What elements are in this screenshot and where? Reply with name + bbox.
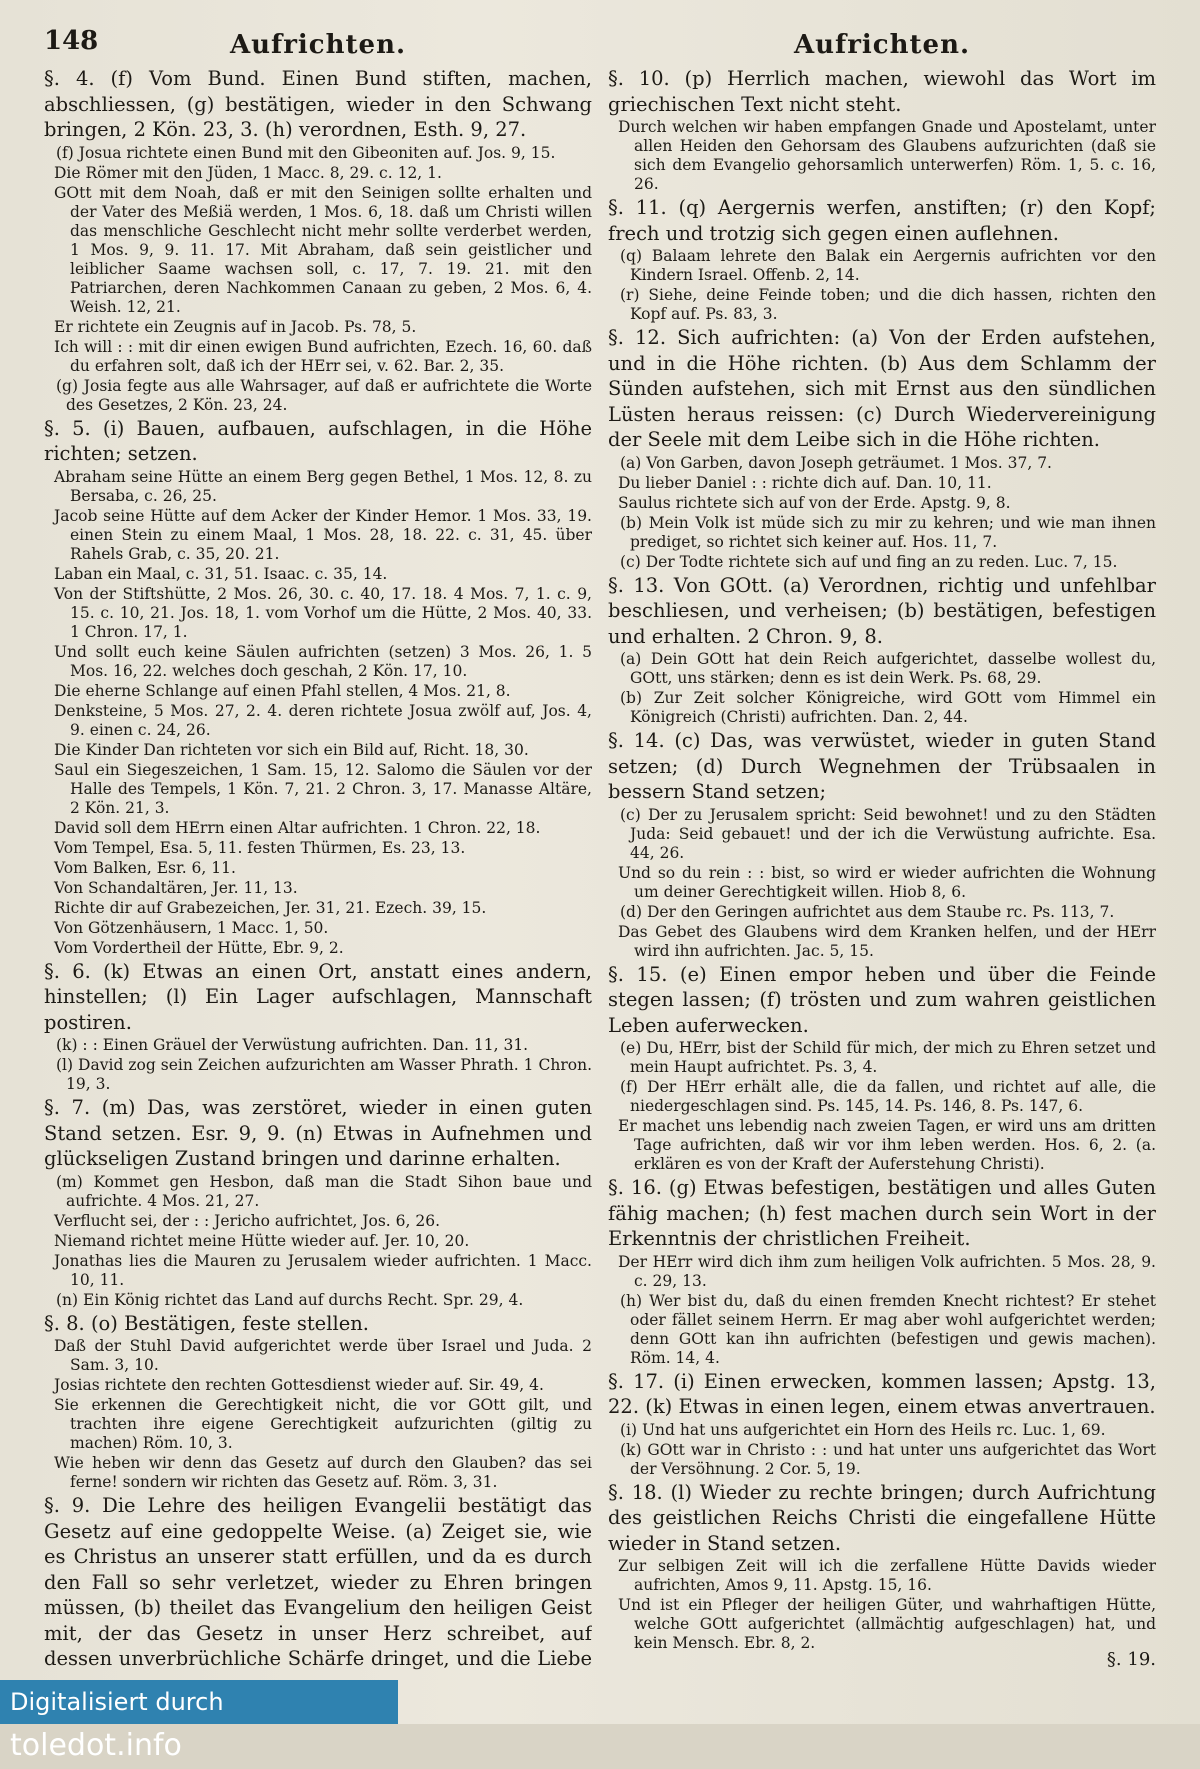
scripture-quote: Daß der Stuhl David aufgerichtet werde über Israel und Juda. 2 Sam. 3, 10. <box>54 1337 592 1374</box>
section-paragraph: §. 17. (i) Einen erwecken, kommen lassen; Apstg. 13, 22. (k) Etwas in einen legen, einem etwas anvertrauen. <box>608 1369 1156 1418</box>
scripture-quote: Durch welchen wir haben empfangen Gnade und Apostelamt, unter allen Heiden den Gehorsam des Glaubens aufzurichten (daß sie sich dem Evangelio gehorsamlich unterwerfen) Röm. 1, 5. c. 16, 26. <box>618 118 1156 193</box>
scripture-quote: Vom Balken, Esr. 6, 11. <box>54 858 236 877</box>
scripture-quote: Der HErr wird dich ihm zum heiligen Volk aufrichten. 5 Mos. 28, 9. c. 29, 13. <box>618 1252 1156 1290</box>
section-paragraph: §. 10. (p) Herrlich machen, wiewohl das Wort im griechischen Text nicht steht. <box>608 67 1156 116</box>
footnote-entry: (c) Der zu Jerusalem spricht: Seid bewohnet! und zu den Städten Juda: Seid gebauet! und der ich die Verwüstung aufrichte. Esa. 44, 26. <box>620 805 1156 862</box>
scripture-quote: Von Schandaltären, Jer. 11, 13. <box>54 878 298 897</box>
scripture-quote: Und sollt euch keine Säulen aufrichten (setzen) 3 Mos. 26, 1. 5 Mos. 16, 22. welches doch geschah, 2 Kön. 17, 10. <box>54 642 592 680</box>
running-head-right: Aufrichten. <box>793 30 971 60</box>
scripture-quote: Jonathas lies die Mauren zu Jerusalem wieder aufrichten. 1 Macc. 10, 11. <box>54 1251 592 1289</box>
scripture-quote: Er richtete ein Zeugnis auf in Jacob. Ps. 78, 5. <box>54 317 417 336</box>
scripture-quote: Zur selbigen Zeit will ich die zerfallene Hütte Davids wieder aufrichten, Amos 9, 11. Apstg. 15, 16. <box>618 1557 1156 1594</box>
section-paragraph: §. 18. (l) Wieder zu rechte bringen; durch Aufrichtung des geistlichen Reichs Christi die eingefallene Hütte wieder in Stand setzen. <box>608 1480 1156 1555</box>
section-paragraph: §. 16. (g) Etwas befestigen, bestätigen und alles Guten fähig machen; (h) fest machen durch sein Wort in der Erkenntnis der christlichen Freiheit. <box>608 1176 1156 1250</box>
scripture-quote: GOtt mit dem Noah, daß er mit den Seinigen sollte erhalten und der Vater des Meßiä werden, 1 Mos. 6, 18. daß um Christi willen das menschliche Geschlecht nicht mehr sollte verderbet werden, 1 Mos. 9, 9. 11. 17. Mit Abraham, daß sein geistlicher und leiblicher Saame wachsen soll, c. 17, 7. 19. 21. mit den Patriarchen, deren Nachkommen Canaan zu geben, 2 Mos. 6, 4. Weish. 12, 21. <box>54 183 592 316</box>
footnote-entry: (c) Der Todte richtete sich auf und fing an zu reden. Luc. 7, 15. <box>620 552 1118 571</box>
scripture-quote: Er machet uns lebendig nach zweien Tagen, er wird uns am dritten Tage aufrichten, daß wir vor ihm leben werden. Hos. 6, 2. (a. erklären es von der Kraft der Auferstehung Christi). <box>618 1117 1156 1173</box>
scripture-quote: Und so du rein : : bist, so wird er wieder aufrichten die Wohnung um deiner Gerechtigkeit willen. Hiob 8, 6. <box>618 863 1156 901</box>
scripture-quote: Vom Tempel, Esa. 5, 11. festen Thürmen, Es. 23, 13. <box>54 838 466 857</box>
scripture-quote: Vom Vordertheil der Hütte, Ebr. 9, 2. <box>54 938 344 957</box>
footnote-entry: (n) Ein König richtet das Land auf durchs Recht. Spr. 29, 4. <box>56 1290 524 1309</box>
scripture-quote: Die eherne Schlange auf einen Pfahl stellen, 4 Mos. 21, 8. <box>54 681 511 700</box>
section-paragraph: §. 12. Sich aufrichten: (a) Von der Erden aufstehen, und in die Höhe richten. (b) Aus dem Schlamm der Sünden aufstehen, sich mit Ernst aus den sündlichen Lüsten heraus reissen: (c) Durch Wiedervereinigung der Seele mit dem Leibe sich in die Höhe richten. <box>608 326 1156 451</box>
footnote-entry: (k) GOtt war in Christo : : und hat unter uns aufgerichtet das Wort der Versöhnung. 2 Cor. 5, 19. <box>620 1440 1156 1478</box>
section-paragraph: §. 8. (o) Bestätigen, feste stellen. <box>44 1311 369 1335</box>
scripture-quote: Sie erkennen die Gerechtigkeit nicht, die vor GOtt gilt, und trachten ihre eigene Gerechtigkeit aufzurichten (giltig zu machen) Röm. 10, 3. <box>54 1396 592 1452</box>
section-paragraph: §. 14. (c) Das, was verwüstet, wieder in guten Stand setzen; (d) Durch Wegnehmen der Trübsaalen in bessern Stand setzen; <box>608 729 1156 803</box>
scripture-quote: Saulus richtete sich auf von der Erde. Apstg. 9, 8. <box>618 493 1011 512</box>
scripture-quote: Jacob seine Hütte auf dem Acker der Kinder Hemor. 1 Mos. 33, 19. einen Stein zu einem Maal, 1 Mos. 28, 18. 22. c. 31, 45. über Rahels Grab, c. 35, 20. 21. <box>54 506 592 563</box>
footnote-entry: (e) Du, HErr, bist der Schild für mich, der mich zu Ehren setzet und mein Haupt aufrichtet. Ps. 3, 4. <box>620 1039 1156 1076</box>
page-number: 148 <box>44 26 99 56</box>
scripture-quote: Ich will : : mit dir einen ewigen Bund aufrichten, Ezech. 16, 60. daß du erfahren solt, daß ich der HErr sei, v. 62. Bar. 2, 35. <box>54 337 592 375</box>
scripture-quote: Denksteine, 5 Mos. 27, 2. 4. deren richtete Josua zwölf auf, Jos. 4, 9. einen c. 24, 26. <box>54 701 592 739</box>
footnote-entry: (g) Josia fegte aus alle Wahrsager, auf daß er aufrichtete die Worte des Gesetzes, 2 Kön. 23, 24. <box>56 376 592 414</box>
scripture-quote: Richte dir auf Grabezeichen, Jer. 31, 21. Ezech. 39, 15. <box>54 898 487 917</box>
left-column <box>44 30 592 1670</box>
footnote-entry: (i) Und hat uns aufgerichtet ein Horn des Heils rc. Luc. 1, 69. <box>620 1420 1106 1439</box>
footnote-entry: (b) Mein Volk ist müde sich zu mir zu kehren; und wie man ihnen prediget, so richtet sich keiner auf. Hos. 11, 7. <box>620 513 1156 551</box>
scripture-quote: Verflucht sei, der : : Jericho aufrichtet, Jos. 6, 26. <box>54 1211 441 1230</box>
section-paragraph: §. 11. (q) Aergernis werfen, anstiften; (r) den Kopf; frech und trotzig sich gegen einen auflehnen. <box>608 196 1156 245</box>
footnote-entry: (h) Wer bist du, daß du einen fremden Knecht richtest? Er stehet oder fället seinem Herrn. Er mag aber wohl aufgerichtet werden; denn GOtt kan ihn aufrichten (befestigen und gewis machen). Röm. 14, 4. <box>620 1291 1156 1367</box>
scripture-quote: Niemand richtet meine Hütte wieder auf. Jer. 10, 20. <box>54 1231 470 1250</box>
scripture-quote: Saul ein Siegeszeichen, 1 Sam. 15, 12. Salomo die Säulen vor der Halle des Tempels, 1 Kön. 7, 21. 2 Chron. 3, 17. Manasse Altäre, 2 Kön. 21, 3. <box>54 760 592 817</box>
scripture-quote: Und ist ein Pfleger der heiligen Güter, und wahrhaftigen Hütte, welche GOtt aufgerichtet (allmächtig aufgeschlagen) hat, und kein Mensch. Ebr. 8, 2. <box>618 1596 1156 1652</box>
section-paragraph: §. 13. Von GOtt. (a) Verordnen, richtig und unfehlbar beschliesen, und verheisen; (b) bestätigen, befestigen und erhalten. 2 Chron. 9, 8. <box>608 573 1156 648</box>
scripture-quote: Die Römer mit den Jüden, 1 Macc. 8, 29. c. 12, 1. <box>54 163 442 182</box>
footnote-entry: (f) Josua richtete einen Bund mit den Gibeoniten auf. Jos. 9, 15. <box>56 143 556 162</box>
scripture-quote: Wie heben wir denn das Gesetz auf durch den Glauben? das sei ferne! sondern wir richten das Gesetz auf. Röm. 3, 31. <box>54 1454 592 1491</box>
footnote-entry: (r) Siehe, deine Feinde toben; und die dich hassen, richten den Kopf auf. Ps. 83, 3. <box>620 286 1156 323</box>
footnote-entry: (m) Kommet gen Hesbon, daß man die Stadt Sihon baue und aufrichte. 4 Mos. 21, 27. <box>56 1172 592 1210</box>
running-head-left: Aufrichten. <box>229 30 407 60</box>
scripture-quote: David soll dem HErrn einen Altar aufrichten. 1 Chron. 22, 18. <box>54 818 541 837</box>
section-paragraph: §. 9. Die Lehre des heiligen Evangelii bestätigt das Gesetz auf eine gedoppelte Weise. (a) Zeiget sie, wie es Christus an unserer statt erfüllen, und da es durch den Fall so sehr verletzet, wieder zu Ehren bringen müssen, (b) theilet das Evangelium den heiligen Geist mit, der das Gesetz in unser Herz schreibet, auf dessen unverbrüchliche Schärfe dringet, und die Liebe <box>44 1494 592 1670</box>
scripture-quote: Josias richtete den rechten Gottesdienst wieder auf. Sir. 49, 4. <box>54 1376 544 1394</box>
section-paragraph: §. 7. (m) Das, was zerstöret, wieder in einen guten Stand setzen. Esr. 9, 9. (n) Etwas in Aufnehmen und glückseligen Zustand bringen und darinne erhalten. <box>44 1096 592 1170</box>
scripture-quote: Die Kinder Dan richteten vor sich ein Bild auf, Richt. 18, 30. <box>54 740 529 759</box>
left-column-body <box>44 66 592 1670</box>
right-column <box>608 30 1156 1670</box>
scripture-quote: Laban ein Maal, c. 31, 51. Isaac. c. 35, 14. <box>54 564 388 583</box>
scripture-quote: Du lieber Daniel : : richte dich auf. Dan. 10, 11. <box>618 473 992 492</box>
footnote-entry: (a) Von Garben, davon Joseph geträumet. 1 Mos. 37, 7. <box>620 453 1052 472</box>
footnote-entry: (d) Der den Geringen aufrichtet aus dem Staube rc. Ps. 113, 7. <box>620 902 1115 921</box>
section-paragraph: §. 15. (e) Einen empor heben und über die Feinde stegen lassen; (f) trösten und zum wahren geistlichen Leben auferwecken. <box>608 962 1156 1037</box>
footnote-entry: (l) David zog sein Zeichen aufzurichten am Wasser Phrath. 1 Chron. 19, 3. <box>56 1056 592 1093</box>
footnote-entry: (k) : : Einen Gräuel der Verwüstung aufrichten. Dan. 11, 31. <box>56 1036 529 1054</box>
section-paragraph: §. 4. (f) Vom Bund. Einen Bund stiften, machen, abschliessen, (g) bestätigen, wieder in den Schwang bringen, 2 Kön. 23, 3. (h) verordnen, Esth. 9, 27. <box>44 67 592 141</box>
scripture-quote: Von Götzenhäusern, 1 Macc. 1, 50. <box>54 918 329 937</box>
digitization-banner[interactable] <box>0 1680 398 1763</box>
section-paragraph: §. 5. (i) Bauen, aufbauen, aufschlagen, in die Höhe richten; setzen. <box>44 416 592 465</box>
catchword: §. 19. <box>1106 1649 1156 1670</box>
footnote-entry: (f) Der HErr erhält alle, die da fallen, und richtet auf alle, die niedergeschlagen sind. Ps. 145, 14. Ps. 146, 8. Ps. 147, 6. <box>620 1078 1156 1115</box>
section-paragraph: §. 6. (k) Etwas an einen Ort, anstatt eines andern, hinstellen; (l) Ein Lager aufschlagen, Mannschaft postiren. <box>44 959 592 1034</box>
scripture-quote: Das Gebet des Glaubens wird dem Kranken helfen, und der HErr wird ihn aufrichten. Jac. 5, 15. <box>618 922 1156 960</box>
footnote-entry: (a) Dein GOtt hat dein Reich aufgerichtet, dasselbe wollest du, GOtt, uns stärken; denn es ist dein Werk. Ps. 68, 29. <box>620 650 1156 687</box>
footnote-entry: (b) Zur Zeit solcher Königreiche, wird GOtt vom Himmel ein Königreich (Christi) aufrichten. Dan. 2, 44. <box>620 689 1156 726</box>
banner-site-link[interactable]: toledot.info <box>10 1728 182 1763</box>
footnote-entry: (q) Balaam lehrete den Balak ein Aergernis aufrichten vor den Kindern Israel. Offenb. 2, 14. <box>620 247 1156 284</box>
scripture-quote: Abraham seine Hütte an einem Berg gegen Bethel, 1 Mos. 12, 8. zu Bersaba, c. 26, 25. <box>54 467 592 505</box>
scripture-quote: Von der Stiftshütte, 2 Mos. 26, 30. c. 40, 17. 18. 4 Mos. 7, 1. c. 9, 15. c. 10, 21. Jos. 18, 1. vom Vorhof um die Hütte, 2 Mos. 40, 33. 1 Chron. 17, 1. <box>54 584 592 641</box>
right-column-body <box>608 66 1156 1653</box>
banner-prefix: Digitalisiert durch <box>10 1688 224 1716</box>
